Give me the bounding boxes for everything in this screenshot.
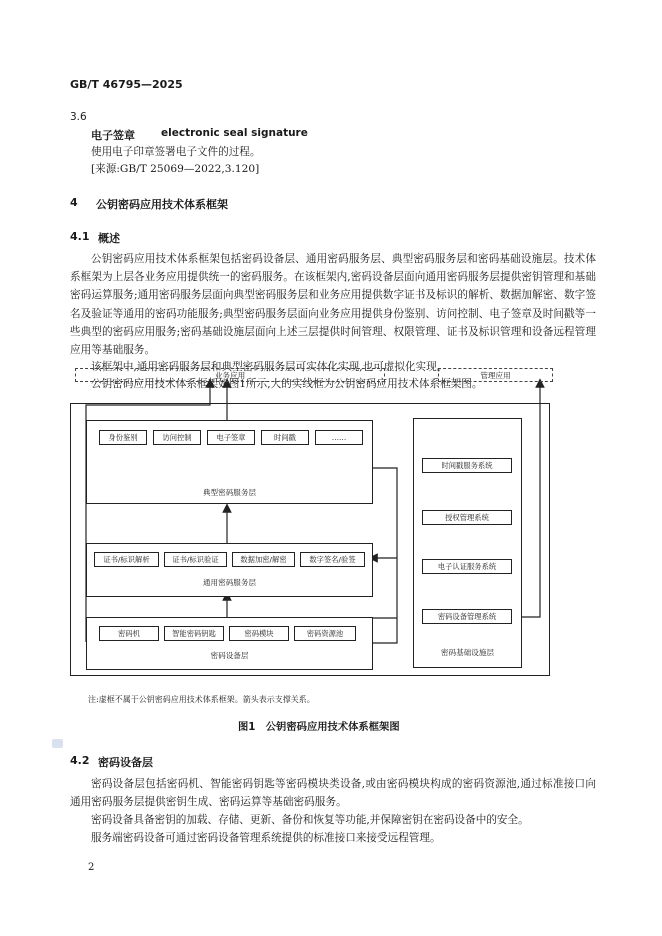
paragraph-device-layer-1: 密码设备层包括密码机、智能密码钥匙等密码模块类设备,或由密码模块构成的密码资源池,通过标准接口向通用密码服务层提供密钥生成、密码运算等基础密码服务。 — [70, 778, 596, 809]
typical-item-access-control: 访问控制 — [153, 430, 201, 445]
section-4-1-title: 概述 — [98, 232, 120, 245]
device-item-smart-key: 智能密码钥匙 — [164, 626, 224, 641]
business-app-box — [75, 368, 385, 382]
page-number: 2 — [88, 862, 95, 873]
section-4-title: 公钥密码应用技术体系框架 — [96, 198, 228, 211]
typical-item-e-seal: 电子签章 — [207, 430, 255, 445]
paragraph-device-layer-3: 服务端密码设备可通过密码设备管理系统提供的标准接口来接受远程管理。 — [91, 832, 441, 844]
general-item-encrypt-decrypt: 数据加密/解密 — [232, 552, 295, 567]
device-item-crypto-machine: 密码机 — [99, 626, 159, 641]
typical-layer-label: 典型密码服务层 — [202, 488, 257, 497]
general-layer-label: 通用密码服务层 — [202, 578, 257, 587]
section-4-number: 4 — [70, 196, 78, 209]
infra-item-device-mgmt-system: 密码设备管理系统 — [422, 609, 512, 624]
watermark-icon — [52, 739, 63, 748]
device-item-resource-pool: 密码资源池 — [294, 626, 356, 641]
infrastructure-layer — [413, 418, 522, 668]
device-layer-label: 密码设备层 — [210, 651, 249, 660]
typical-item-more: …… — [315, 430, 363, 445]
management-app-label: 管理应用 — [480, 371, 511, 380]
business-app-label: 业务应用 — [214, 371, 246, 380]
infra-item-e-cert-system: 电子认证服务系统 — [422, 559, 512, 574]
general-item-sign-verify: 数字签名/验签 — [300, 552, 365, 567]
device-layer — [86, 617, 373, 670]
infra-layer-label: 密码基础设施层 — [440, 648, 495, 657]
general-service-layer — [86, 543, 373, 597]
term-english: electronic seal signature — [161, 127, 308, 139]
term-chinese: 电子签章 — [91, 129, 135, 142]
general-item-cert-verify: 证书/标识验证 — [164, 552, 227, 567]
section-4-1-number: 4.1 — [70, 230, 90, 243]
device-item-crypto-module: 密码模块 — [229, 626, 289, 641]
section-4-2-title: 密码设备层 — [98, 756, 153, 769]
infra-item-timestamp-system: 时间戳服务系统 — [422, 458, 512, 473]
term-definition: 使用电子印章签署电子文件的过程。 — [91, 146, 261, 158]
typical-item-timestamp: 时间戳 — [261, 430, 309, 445]
figure-note: 注:虚框不属于公钥密码应用技术体系框架。箭头表示支撑关系。 — [88, 695, 315, 704]
typical-item-identity-auth: 身份鉴别 — [99, 430, 147, 445]
paragraph-figure-ref: 公钥密码应用技术体系框架如图1所示,大的实线框为公钥密码应用技术体系框架图。 — [91, 378, 483, 390]
paragraph-device-layer-2: 密码设备具备密钥的加载、存储、更新、备份和恢复等功能,并保障密钥在密码设备中的安全。 — [91, 814, 529, 826]
general-item-cert-parse: 证书/标识解析 — [94, 552, 159, 567]
infra-item-authorization-system: 授权管理系统 — [422, 510, 512, 525]
clause-number-3-6: 3.6 — [70, 111, 87, 123]
management-app-box — [438, 368, 553, 382]
section-4-2-number: 4.2 — [70, 754, 90, 767]
figure-caption: 图1 公钥密码应用技术体系框架图 — [238, 721, 400, 733]
term-source: [来源:GB/T 25069—2022,3.120] — [91, 163, 260, 175]
paragraph-overview: 公钥密码应用技术体系框架包括密码设备层、通用密码服务层、典型密码服务层和密码基础设施层。技术体系框架为上层各业务应用提供统一的密码服务。在该框架内,密码设备层面向通用密码服务层提供密钥管理和基础密码运算服务;通用密码服务层面向典型密码服务层和业务应用提供数字证书及标识的解析、数据加解密、数字签名及验证等通用的密码功能服务;典型密码服务层面向业务应用提供身份鉴别、访问控制、电子签章及时间戳等一些典型的密码应用服务;密码基础设施层面向上述三层提供时间管理、权限管理、证书及标识管理和设备远程管理应用等基础服务。 — [70, 253, 596, 357]
paragraph-implementation: 该框架中,通用密码服务层和典型密码服务层可实体化实现,也可虚拟化实现。 — [91, 361, 448, 373]
standard-code: GB/T 46795—2025 — [70, 78, 183, 91]
typical-service-layer — [86, 420, 373, 504]
framework-diagram — [60, 360, 620, 685]
